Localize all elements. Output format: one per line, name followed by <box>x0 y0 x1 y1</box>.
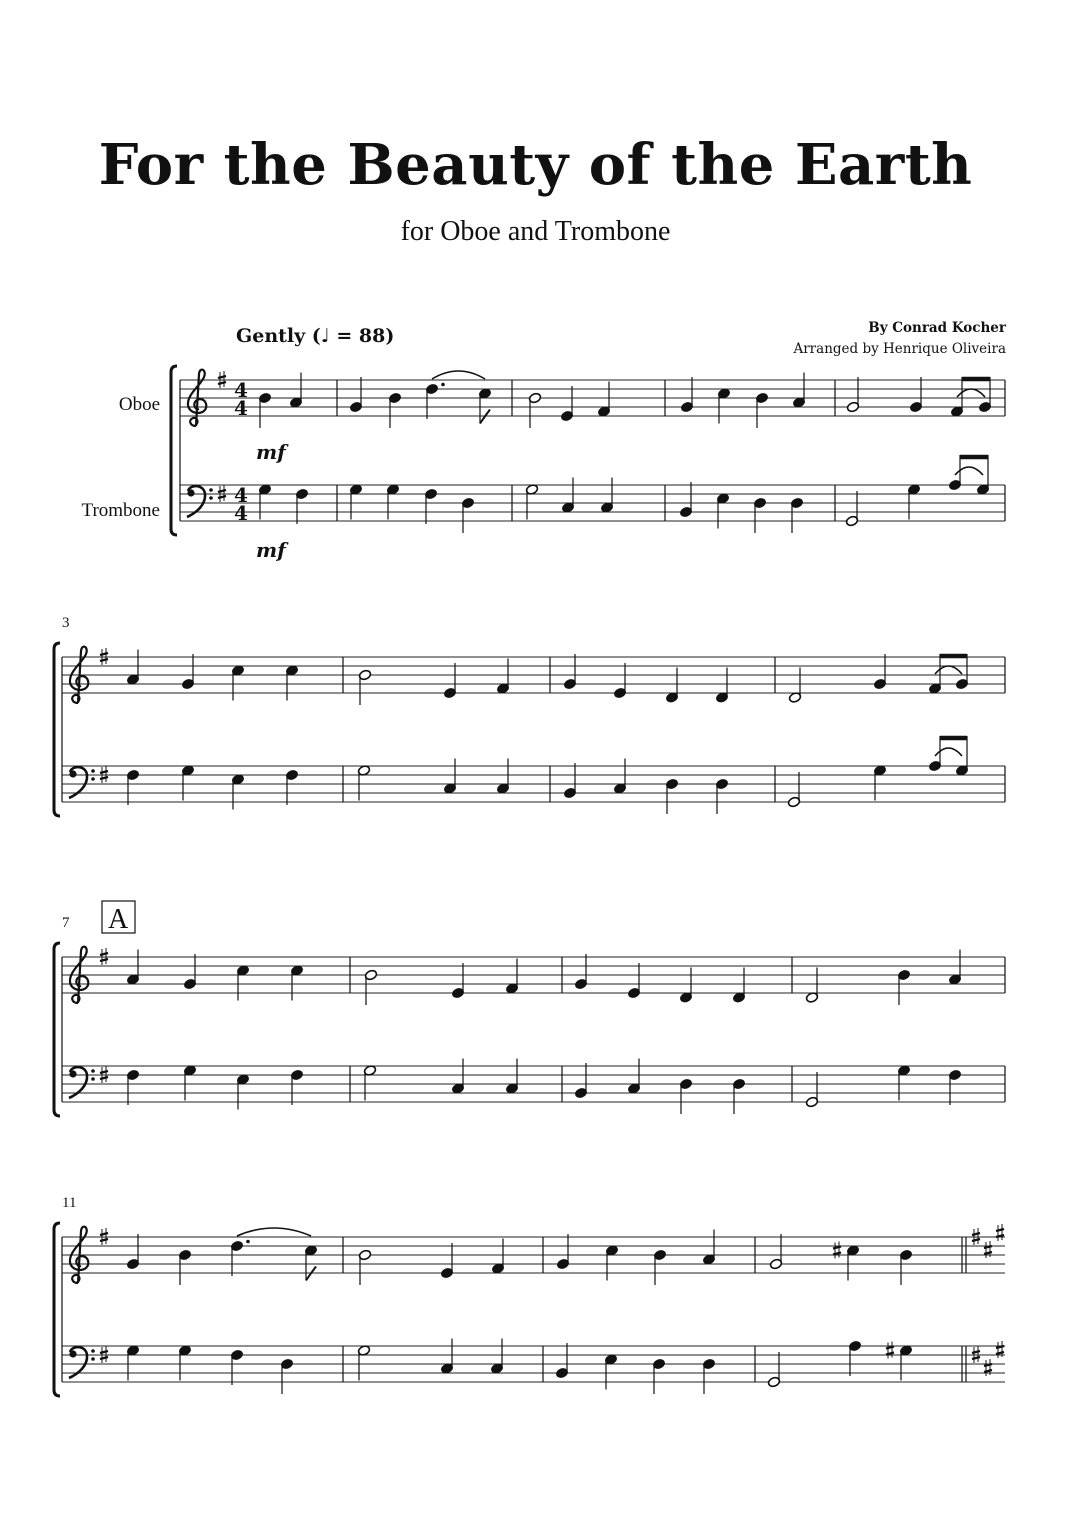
note <box>899 1345 912 1381</box>
note <box>424 488 437 524</box>
note <box>183 1065 196 1101</box>
note <box>451 963 464 999</box>
note <box>496 759 509 795</box>
note <box>491 1239 504 1275</box>
slur <box>955 467 983 475</box>
note <box>755 392 768 428</box>
note <box>848 1340 861 1376</box>
note <box>358 1249 371 1285</box>
note <box>948 1069 961 1105</box>
system-bracket <box>54 1223 60 1396</box>
note <box>653 1249 666 1285</box>
note <box>702 1230 715 1266</box>
note <box>787 772 800 808</box>
note <box>563 763 576 799</box>
note <box>126 1234 139 1270</box>
note <box>295 488 308 524</box>
note <box>563 654 576 690</box>
dynamic-marking: mf <box>256 538 286 562</box>
note <box>231 774 244 810</box>
note <box>805 968 818 1004</box>
note <box>528 392 541 428</box>
note <box>574 1063 587 1099</box>
note <box>613 759 626 795</box>
note <box>388 392 401 428</box>
measure-number: 7 <box>62 915 70 931</box>
note <box>363 1065 376 1101</box>
note <box>181 654 194 690</box>
note <box>627 963 640 999</box>
note <box>451 1059 464 1095</box>
note <box>357 1345 370 1381</box>
note <box>525 484 538 520</box>
note <box>357 765 370 801</box>
note <box>680 377 693 413</box>
note <box>349 377 362 413</box>
slur <box>935 748 962 756</box>
measure-number: 3 <box>62 615 70 631</box>
note <box>440 1339 453 1375</box>
note <box>181 765 194 801</box>
note <box>290 965 303 1001</box>
key-change-sharp-icon <box>996 1224 1004 1241</box>
score-title: For the Beauty of the Earth <box>98 132 973 198</box>
slur <box>957 389 985 397</box>
note <box>126 950 139 986</box>
note <box>679 968 692 1004</box>
note <box>560 386 573 422</box>
note <box>627 1059 640 1095</box>
tempo-marking: Gently (♩ = 88) <box>236 325 395 347</box>
note <box>126 1345 139 1381</box>
note <box>364 969 377 1005</box>
note <box>702 1358 715 1394</box>
note <box>899 1249 912 1285</box>
note <box>443 759 456 795</box>
note <box>496 659 509 695</box>
note <box>126 1069 139 1105</box>
time-signature-numerator: 4 <box>234 378 248 402</box>
note <box>732 1078 745 1114</box>
note <box>258 484 271 520</box>
note <box>679 1078 692 1114</box>
measure-number: 11 <box>62 1195 77 1211</box>
note <box>732 968 745 1004</box>
note <box>909 377 922 413</box>
dynamic-marking: mf <box>256 440 286 464</box>
note <box>873 654 886 690</box>
note <box>715 668 728 704</box>
note <box>790 497 803 533</box>
note <box>753 497 766 533</box>
note <box>897 969 910 1005</box>
note <box>574 954 587 990</box>
note <box>236 965 249 1001</box>
score-subtitle: for Oboe and Trombone <box>400 216 671 247</box>
instrument-label-trombone: Trombone <box>81 500 160 521</box>
note <box>505 959 518 995</box>
note <box>178 1249 191 1285</box>
note <box>285 769 298 805</box>
note <box>236 1074 249 1110</box>
note <box>805 1072 818 1108</box>
system-bracket <box>54 943 60 1116</box>
note <box>440 1243 453 1279</box>
note <box>289 373 302 409</box>
note <box>258 392 271 428</box>
note <box>505 1059 518 1095</box>
note <box>845 491 858 527</box>
note <box>788 668 801 704</box>
time-signature-denominator: 4 <box>234 396 248 420</box>
note <box>126 650 139 686</box>
note <box>600 478 613 514</box>
note <box>792 373 805 409</box>
note <box>948 950 961 986</box>
note <box>897 1065 910 1101</box>
note <box>285 665 298 701</box>
note <box>597 382 610 418</box>
note <box>613 663 626 699</box>
note <box>386 484 399 520</box>
note <box>126 769 139 805</box>
note <box>665 668 678 704</box>
note <box>478 388 491 424</box>
note <box>280 1358 293 1394</box>
note <box>230 1240 250 1276</box>
rehearsal-mark-label: A <box>108 904 129 935</box>
note <box>490 1339 503 1375</box>
instrument-label-oboe: Oboe <box>118 394 160 415</box>
note <box>556 1234 569 1270</box>
note <box>461 497 474 533</box>
note <box>907 484 920 520</box>
note <box>290 1069 303 1105</box>
note <box>230 1349 243 1385</box>
note <box>769 1234 782 1270</box>
system-bracket <box>54 643 60 816</box>
note <box>846 377 859 413</box>
note <box>605 1245 618 1281</box>
note <box>846 1245 859 1281</box>
composer-credit: By Conrad Kocher <box>868 320 1006 336</box>
time-signature-numerator: 4 <box>234 483 248 507</box>
note <box>715 778 728 814</box>
system-bracket <box>171 366 177 535</box>
note <box>665 778 678 814</box>
note <box>561 478 574 514</box>
note <box>425 383 445 419</box>
note <box>183 954 196 990</box>
note <box>349 484 362 520</box>
note <box>178 1345 191 1381</box>
note <box>873 765 886 801</box>
time-signature-denominator: 4 <box>234 501 248 525</box>
note <box>767 1352 780 1388</box>
note <box>358 669 371 705</box>
note <box>652 1358 665 1394</box>
note <box>604 1354 617 1390</box>
note <box>304 1245 317 1281</box>
note <box>717 388 730 424</box>
note <box>555 1343 568 1379</box>
note <box>716 493 729 529</box>
slur <box>935 666 962 674</box>
note <box>231 665 244 701</box>
sharp-accidental-icon <box>886 1342 894 1359</box>
note <box>443 663 456 699</box>
note <box>679 482 692 518</box>
slur <box>237 1228 311 1236</box>
arranger-credit: Arranged by Henrique Oliveira <box>793 341 1006 357</box>
sharp-accidental-icon <box>833 1242 841 1259</box>
slur <box>432 371 485 379</box>
